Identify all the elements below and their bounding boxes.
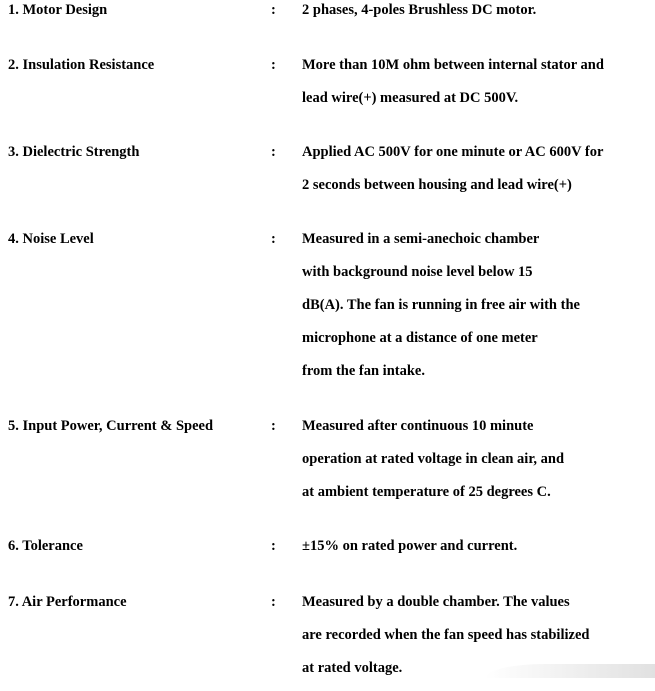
spec-value-line: ±15% on rated power and current.: [302, 538, 518, 554]
spec-value-line: Measured after continuous 10 minute: [302, 418, 534, 434]
spec-value-line: are recorded when the fan speed has stabilized: [302, 627, 590, 643]
spec-separator: :: [271, 594, 276, 610]
spec-label: 3. Dielectric Strength: [8, 144, 140, 160]
spec-separator: :: [271, 538, 276, 554]
spec-value-line: Measured in a semi-anechoic chamber: [302, 231, 540, 247]
spec-value: [302, 55, 642, 121]
spec-label: 2. Insulation Resistance: [8, 57, 155, 73]
spec-label: 5. Input Power, Current & Speed: [8, 418, 214, 434]
spec-value-line: at ambient temperature of 25 degrees C.: [302, 484, 551, 500]
page-curl-shadow: [485, 664, 655, 678]
spec-value-line: 2 seconds between housing and lead wire(+): [302, 177, 572, 193]
spec-separator: :: [271, 144, 276, 160]
spec-value-line: 2 phases, 4-poles Brushless DC motor.: [302, 2, 537, 18]
spec-value-line: operation at rated voltage in clean air, and: [302, 451, 565, 467]
spec-value: [302, 536, 642, 569]
spec-separator: :: [271, 231, 276, 247]
spec-value-line: More than 10M ohm between internal stator and: [302, 57, 604, 73]
spec-label: 6. Tolerance: [8, 538, 83, 554]
spec-value: [302, 416, 642, 515]
spec-label: 4. Noise Level: [8, 231, 94, 247]
spec-separator: :: [271, 2, 276, 18]
spec-value: [302, 229, 642, 394]
spec-value-line: lead wire(+) measured at DC 500V.: [302, 90, 519, 106]
spec-separator: :: [271, 418, 276, 434]
spec-value-line: Measured by a double chamber. The values: [302, 594, 570, 610]
spec-value-line: Applied AC 500V for one minute or AC 600V for: [302, 144, 604, 160]
spec-label: 1. Motor Design: [8, 2, 108, 18]
spec-value-line: with background noise level below 15: [302, 264, 533, 280]
spec-label: 7. Air Performance: [8, 594, 127, 610]
spec-separator: :: [271, 57, 276, 73]
spec-value-line: from the fan intake.: [302, 363, 425, 379]
spec-value-line: dB(A). The fan is running in free air with the: [302, 297, 580, 313]
spec-value: [302, 0, 642, 33]
spec-value-line: microphone at a distance of one meter: [302, 330, 538, 346]
spec-value: [302, 142, 642, 208]
spec-value-line: at rated voltage.: [302, 660, 403, 676]
